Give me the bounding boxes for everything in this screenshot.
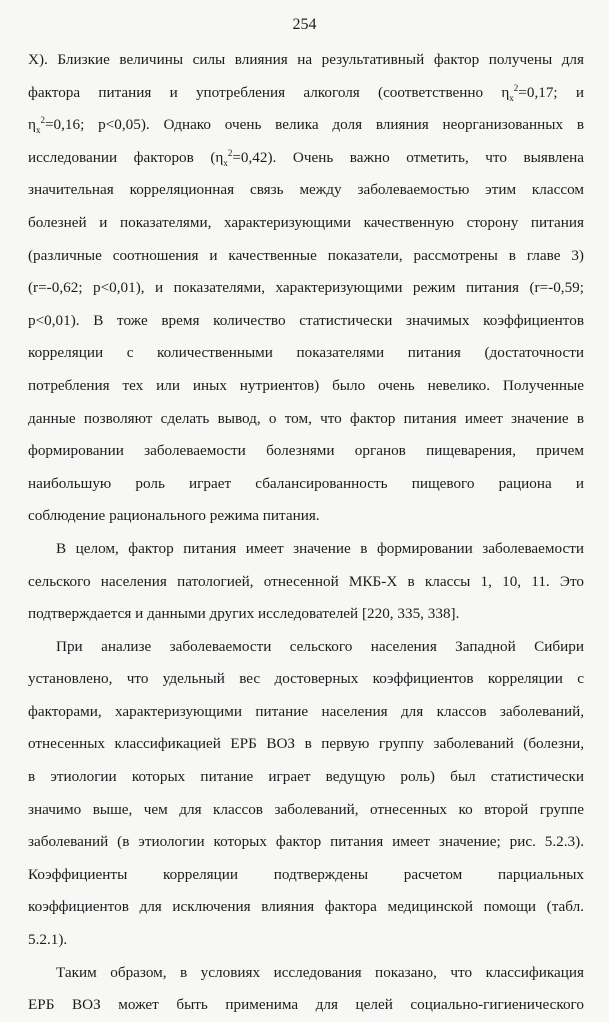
page-number: 254 — [292, 16, 317, 33]
text-line: В целом, фактор питания имеет значение в формировании заболеваемости — [56, 539, 584, 557]
text-line: исследовании факторов $(\eta_x^2=0,42)$. Очень важно отметить, что выявлена — [28, 147, 584, 168]
text-line: заболеваний (в этиологии которых фактор питания имеет значение; рис. 5.2.3). — [28, 833, 584, 851]
text-line: отнесенных классификацией ЕРБ ВОЗ в первую группу заболеваний (болезни, — [28, 735, 584, 753]
text-line: ЕРБ ВОЗ может быть применима для целей социально-гигиенического — [28, 996, 584, 1014]
text-line: соблюдение рационального режима питания. — [28, 507, 320, 525]
text-line: болезней и показателями, характеризующими качественную сторону питания — [28, 213, 584, 231]
text-line: потребления тех или иных нутриентов) было очень невелико. Полученные — [28, 376, 584, 394]
text-line: $\eta_x^2=0,16$; p<0,05). Однако очень велика доля влияния неорганизованных в — [28, 115, 584, 136]
text-line: Таким образом, в условиях исследования показано, что классификация — [56, 963, 584, 981]
text-line: факторами, характеризующими питание населения для классов заболеваний, — [28, 702, 584, 720]
text-line: установлено, что удельный вес достоверных коэффициентов корреляции с — [28, 670, 584, 688]
text-line: (различные соотношения и качественные показатели, рассмотрены в главе 3) — [28, 246, 584, 264]
text-line: p<0,01). В тоже время количество статистически значимых коэффициентов — [28, 311, 584, 329]
text-line: подтверждается и данными других исследователей [220, 335, 338]. — [28, 605, 460, 623]
text-line: в этиологии которых питание играет ведущую роль) был статистически — [28, 768, 584, 786]
text-line: 5.2.1). — [28, 931, 68, 949]
text-line: При анализе заболеваемости сельского населения Западной Сибири — [56, 637, 584, 655]
text-line: X). Близкие величины силы влияния на результативный фактор получены для — [28, 51, 584, 68]
text-line: сельского населения патологией, отнесенной МКБ-Х в классы 1, 10, 11. Это — [28, 572, 584, 590]
text-line: наибольшую роль играет сбалансированность пищевого рациона и — [28, 474, 584, 492]
text-line: корреляции с количественными показателями питания (достаточности — [28, 344, 584, 362]
text-line: формировании заболеваемости болезнями органов пищеварения, причем — [28, 442, 584, 460]
text-line: данные позволяют сделать вывод, о том, что фактор питания имеет значение в — [28, 409, 584, 427]
text-line: значимо выше, чем для классов заболеваний, отнесенных ко второй группе — [28, 800, 584, 818]
text-line: значительная корреляционная связь между заболеваемостью этим классом — [28, 181, 584, 199]
text-line: Коэффициенты корреляции подтверждены расчетом парциальных — [28, 865, 584, 883]
text-line: (r=-0,62; p<0,01), и показателями, характеризующими режим питания (r=-0,59; — [28, 279, 584, 297]
body-text — [28, 44, 584, 1022]
text-line: фактора питания и употребления алкоголя (соответственно $\eta_x^2=0,17$; и — [28, 82, 584, 103]
text-line: коэффициентов для исключения влияния фактора медицинской помощи (табл. — [28, 898, 584, 916]
